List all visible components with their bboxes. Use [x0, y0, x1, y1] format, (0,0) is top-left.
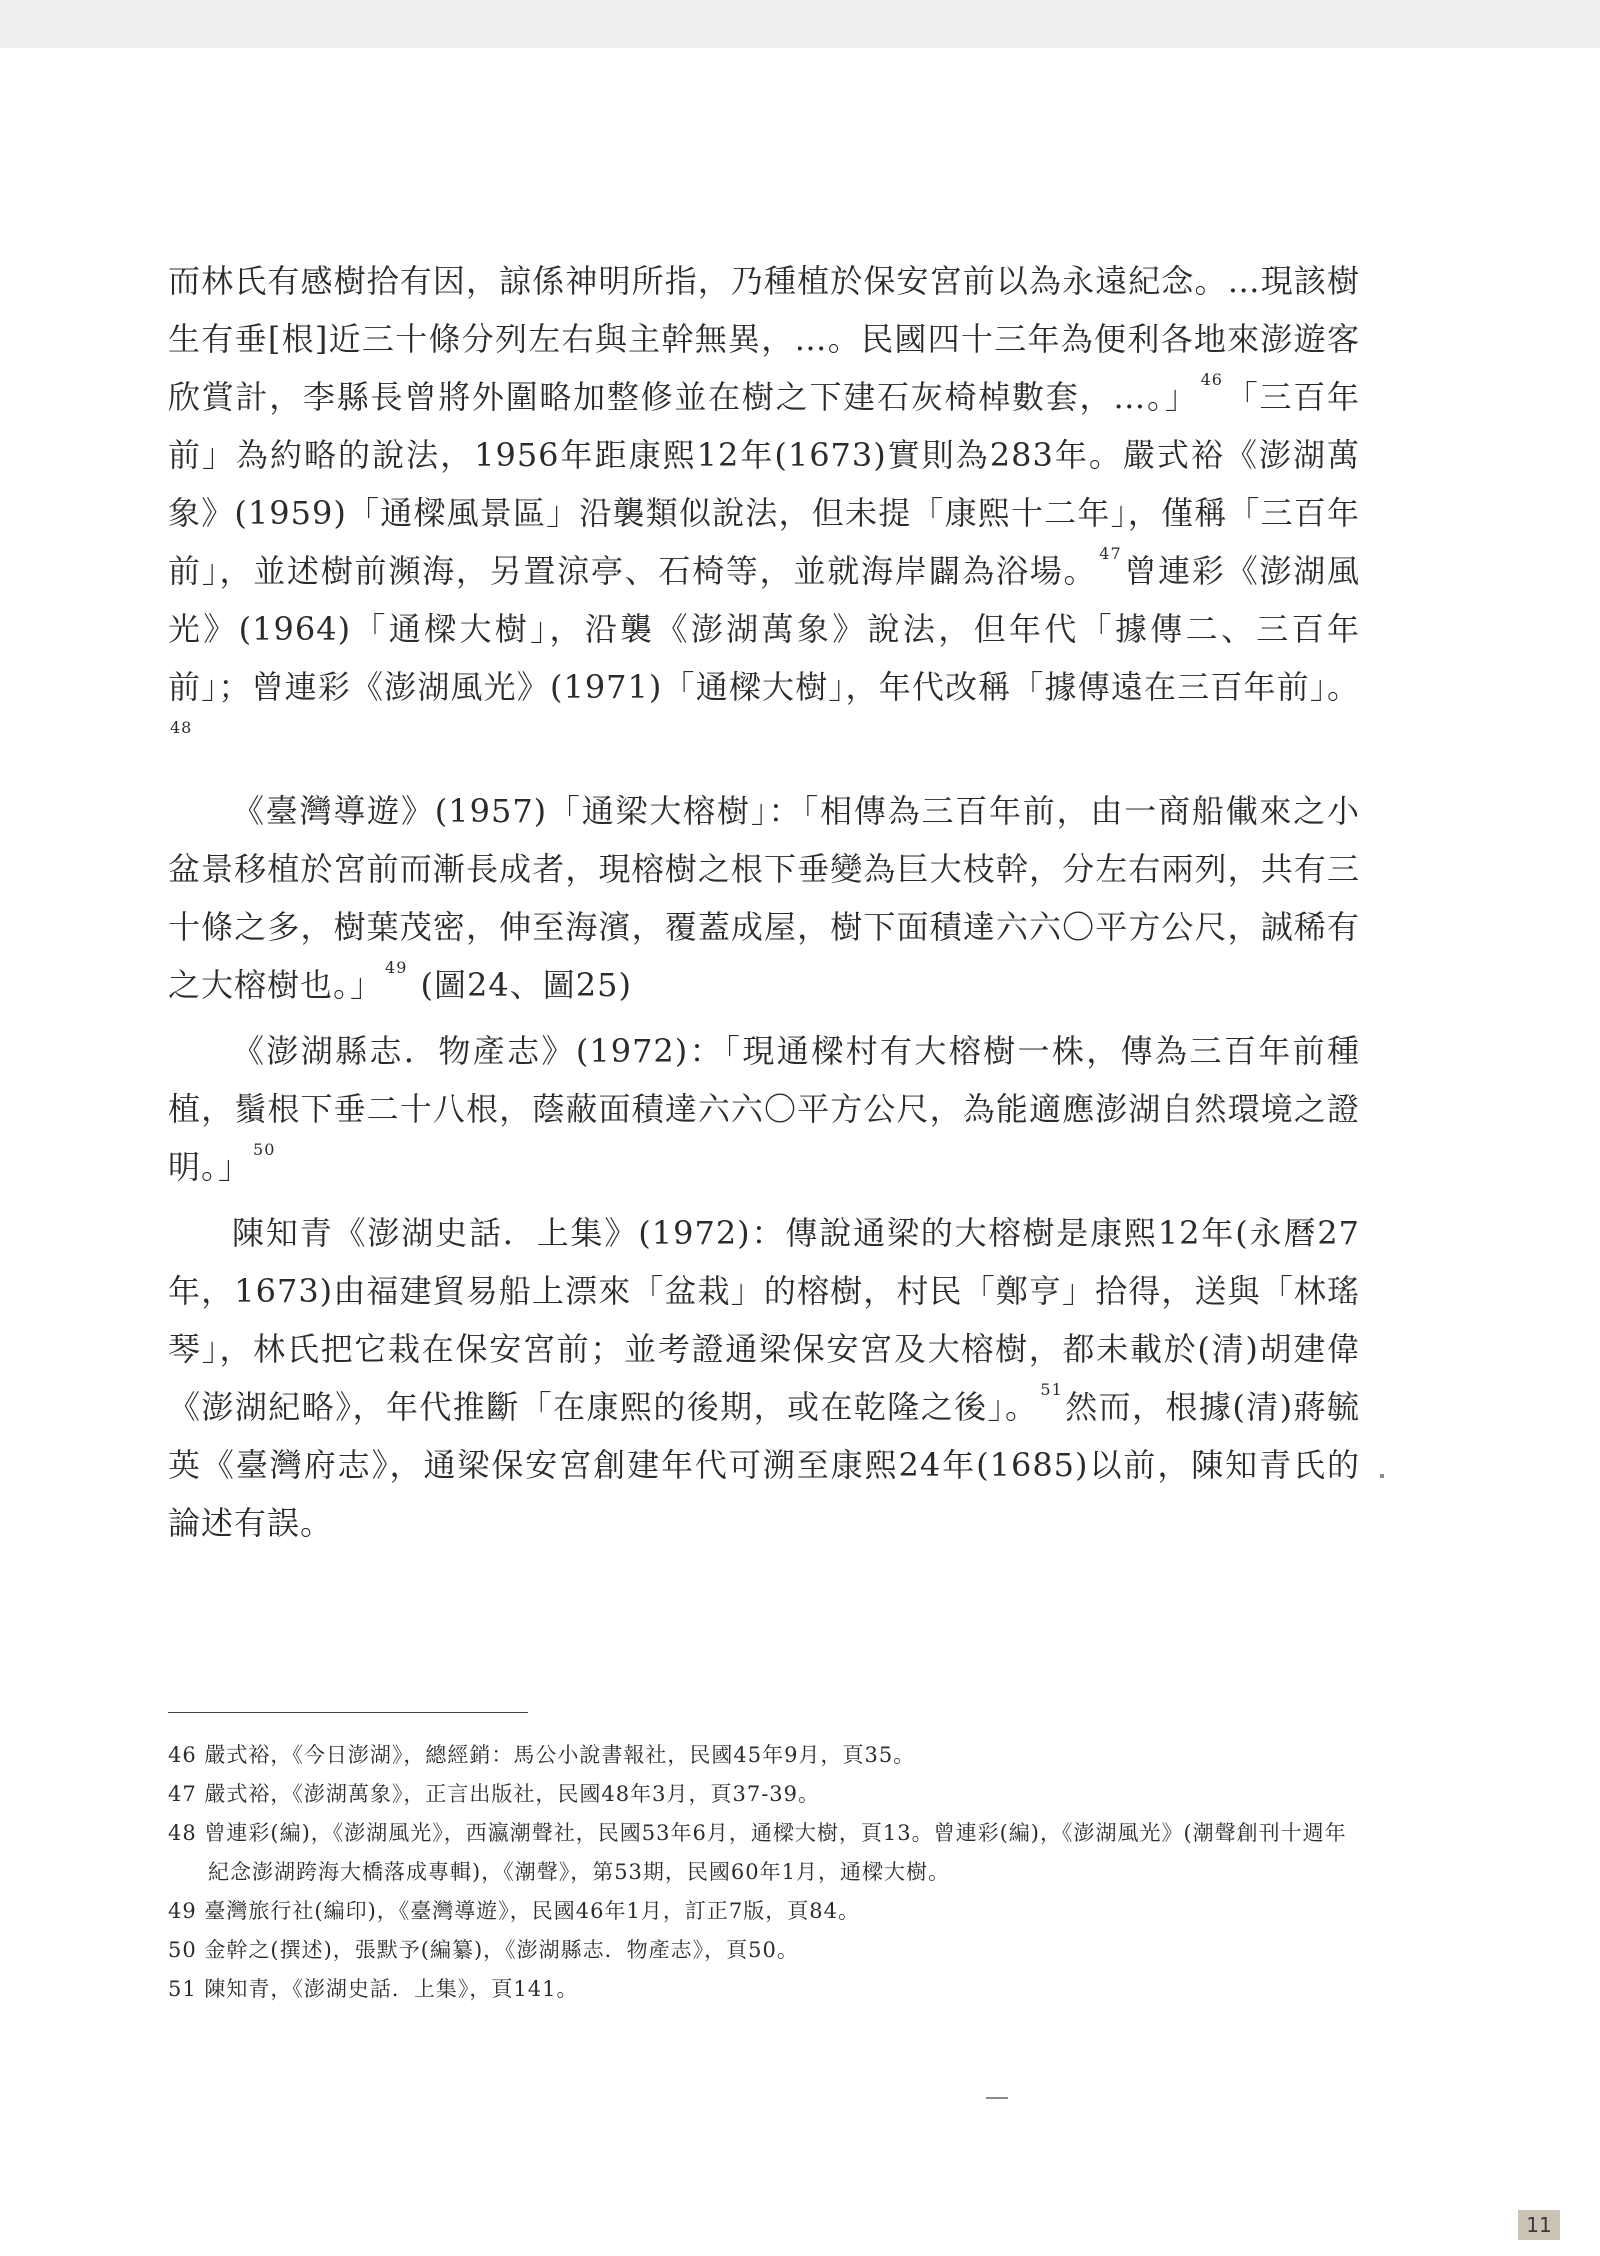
paragraph-2 — [168, 782, 1360, 1014]
text-segment: 而林氏有感樹拾有因，諒係神明所指，乃種植於保安宮前以為永遠紀念。…現該樹生有垂[根]近三十條分列左右與主幹無異，…。民國四十三年為便利各地來澎遊客欣賞計，李縣長曾將外圍略加整修並在樹之下建石灰椅棹數套，…。」 — [168, 262, 1360, 416]
scan-mark — [1380, 1474, 1384, 1478]
footnote-50: 50 金幹之(撰述)，張默予(編纂)，《澎湖縣志．物產志》，頁50。 — [168, 1938, 799, 1962]
footnote-48: 48 曾連彩(編)，《澎湖風光》，西瀛潮聲社，民國53年6月，通樑大樹，頁13。曾連彩(編)，《澎湖風光》(潮聲創刊十週年紀念澎湖跨海大橋落成專輯)，《潮聲》，第53期，民國60年1月，通樑大樹。 — [168, 1821, 1347, 1884]
footnote-ref-46[interactable]: 46 — [1200, 370, 1223, 389]
footnote-divider — [168, 1712, 528, 1713]
footnote-47: 47 嚴式裕，《澎湖萬象》，正言出版社，民國48年3月，頁37-39。 — [168, 1782, 821, 1806]
footnote-51: 51 陳知青，《澎湖史話．上集》，頁141。 — [168, 1977, 579, 2001]
text-segment: 《澎湖縣志．物產志》(1972)：「現通樑村有大榕樹一株，傳為三百年前種植，鬚根下垂二十八根，蔭蔽面積達六六〇平方公尺，為能適應澎湖自然環境之證明。」 — [168, 1032, 1360, 1186]
main-text — [168, 252, 1360, 1552]
paragraph-4 — [168, 1204, 1360, 1552]
footnote-49: 49 臺灣旅行社(編印)，《臺灣導遊》，民國46年1月，訂正7版，頁84。 — [168, 1899, 860, 1923]
text-segment: 「三百年前」為約略的說法，1956年距康熙12年(1673)實則為283年。嚴式裕《澎湖萬象》(1959)「通樑風景區」沿襲類似說法，但未提「康熙十二年」，僅稱「三百年前」，並述樹前瀕海，另置涼亭、石椅等，並就海岸闢為浴場。 — [168, 378, 1360, 590]
text-segment: 陳知青《澎湖史話．上集》(1972)：傳說通梁的大榕樹是康熙12年(永曆27年，1673)由福建貿易船上漂來「盆栽」的榕樹，村民「鄭亨」拾得，送與「林瑤琴」，林氏把它栽在保安宮前；並考證通梁保安宮及大榕樹，都未載於(清)胡建偉《澎湖紀略》，年代推斷「在康熙的後期，或在乾隆之後」。 — [168, 1214, 1360, 1426]
footnotes — [168, 1736, 1360, 2009]
footnote-ref-48[interactable]: 48 — [170, 718, 193, 737]
scan-mark — [986, 2097, 1008, 2099]
text-segment: (圖24、圖25) — [409, 966, 632, 1004]
footnote-ref-51[interactable]: 51 — [1040, 1380, 1063, 1399]
scan-top-band — [0, 0, 1600, 48]
text-segment: 《臺灣導遊》(1957)「通梁大榕樹」：「相傳為三百年前，由一商船儎來之小盆景移植於宮前而漸長成者，現榕樹之根下垂變為巨大枝幹，分左右兩列，共有三十條之多，樹葉茂密，伸至海濱，覆蓋成屋，樹下面積達六六〇平方公尺，誠稀有之大榕樹也。」 — [168, 792, 1360, 1004]
footnote-ref-47[interactable]: 47 — [1099, 544, 1122, 563]
footnote-ref-49[interactable]: 49 — [385, 958, 408, 977]
paragraph-3 — [168, 1022, 1360, 1196]
text-segment: 曾連彩《澎湖風光》(1964)「通樑大樹」，沿襲《澎湖萬象》說法，但年代「據傳二、三百年前」；曾連彩《澎湖風光》(1971)「通樑大樹」，年代改稱「據傳遠在三百年前」。 — [168, 552, 1360, 706]
footnote-ref-50[interactable]: 50 — [253, 1140, 276, 1159]
text-segment: 然而，根據(清)蔣毓英《臺灣府志》，通梁保安宮創建年代可溯至康熙24年(1685)以前，陳知青氏的論述有誤。 — [168, 1388, 1360, 1542]
page-number: 11 — [1518, 2210, 1560, 2240]
paragraph-1 — [168, 252, 1360, 774]
footnote-46: 46 嚴式裕，《今日澎湖》，總經銷：馬公小說書報社，民國45年9月，頁35。 — [168, 1743, 916, 1767]
